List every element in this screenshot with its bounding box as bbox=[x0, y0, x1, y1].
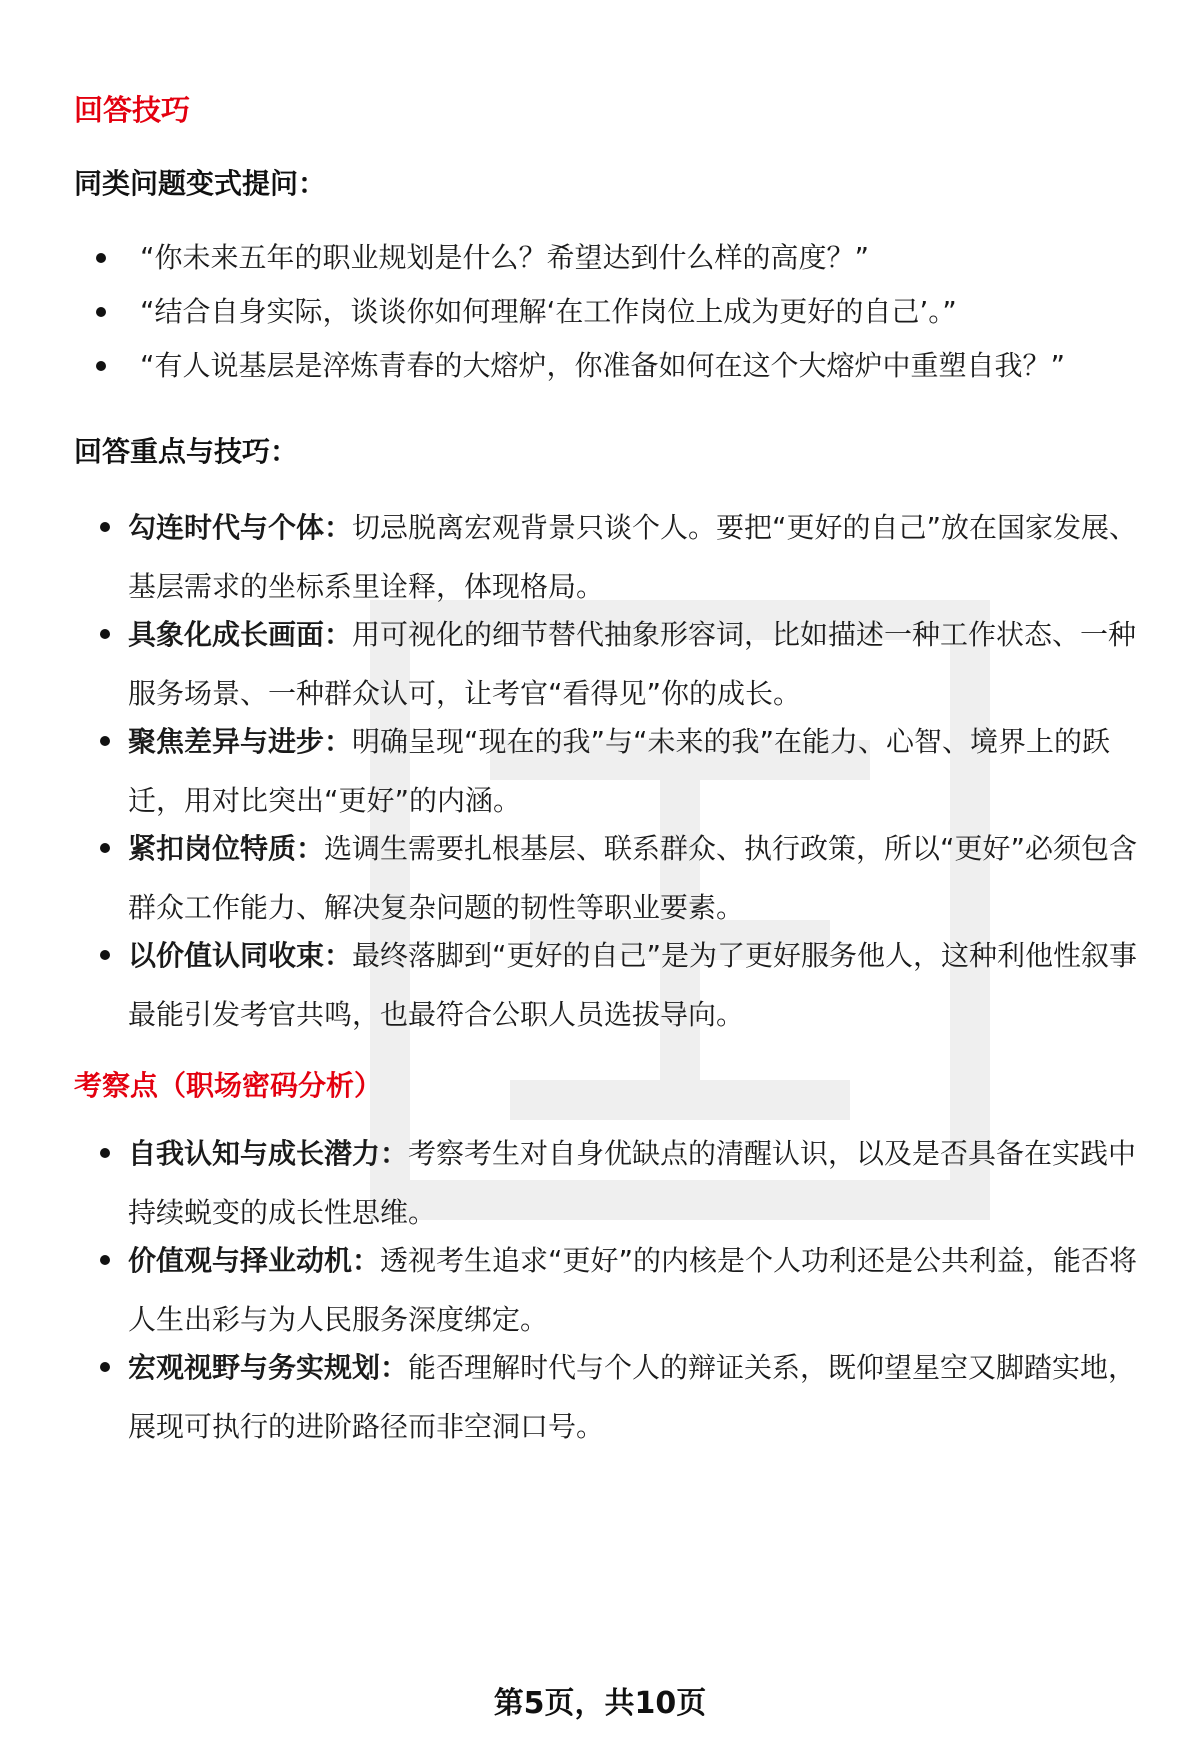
variants-heading: 同类问题变式提问： bbox=[74, 167, 327, 200]
bullet-icon bbox=[96, 307, 106, 317]
list-item: 以价值认同收束：最终落脚到“更好的自己”是为了更好服务他人，这种利他性叙事最能引发考官共鸣，也最符合公职人员选拔导向。 bbox=[100, 926, 1160, 1044]
list-item: 勾连时代与个体：切忌脱离宏观背景只谈个人。要把“更好的自己”放在国家发展、基层需求的坐标系里诠释，体现格局。 bbox=[100, 498, 1160, 616]
assessment-heading: 考察点（职场密码分析） bbox=[74, 1069, 383, 1102]
page-number: 第5页，共10页 bbox=[493, 1686, 707, 1721]
answer-tips-heading: 回答技巧 bbox=[74, 93, 191, 127]
bullet-icon bbox=[100, 1362, 110, 1372]
bullet-icon bbox=[100, 1148, 110, 1158]
list-item: 自我认知与成长潜力：考察考生对自身优缺点的清醒认识，以及是否具备在实践中持续蜕变的成长性思维。 bbox=[100, 1124, 1160, 1242]
list-item: 宏观视野与务实规划：能否理解时代与个人的辩证关系，既仰望星空又脚踏实地，展现可执行的进阶路径而非空洞口号。 bbox=[100, 1338, 1160, 1456]
bullet-icon bbox=[100, 1255, 110, 1265]
document-page: 回答技巧 同类问题变式提问： “你未来五年的职业规划是什么？希望达到什么样的高度？” “结合自身实际，谈谈你如何理解‘在工作岗位上成为更好的自己’。” “有人说基层是淬炼青春的大熔炉，你准备如何在这个大熔炉中重塑自我？” 回答重点与技巧： 勾连时代与个体：切忌脱离宏观背景只谈个人。要把“更好的自己”放在国家发展、基层需求的坐标系里诠释，体现格局。 具象化成长画面：用可视化的细节替代抽象形容词，比如描述一种工作状态、一种服务场景、一种群众认可，让考官“看得见”你的成长。 聚焦差异与进步：明确呈现“现在的我”与“未来的我”在能力、心智、境界上的跃迁，用对比突出“更好”的内涵。 紧扣岗位特质：选调生需要扎根基层、联系群众、执行政策，所以“更好”必须包含群众工作能力、解决复杂问题的韧性等职业要素。 以价值认同收束：最终落脚到“更好的自己”是为了更好服务他人，这种利他性叙事最能引发考官共鸣，也最符合公职人员选拔导向。 考察点（职场密码分析） 自我认知与成长潜力：考察考生对自身优缺点的清醒认识，以及是否具备在实践中持续蜕变的成长性思维。 价值观与择业动机：透视考生追求“更好”的内核是个人功利还是公共利益，能否将人生出彩与为人民服务深度绑定。 宏观视野与务实规划：能否理解时代与个人的辩证关系，既仰望星空又脚踏实地，展现可执行的进阶路径而非空洞口号。 第5页，共10页 bbox=[0, 0, 1200, 1755]
bullet-icon bbox=[100, 736, 110, 746]
list-item: 紧扣岗位特质：选调生需要扎根基层、联系群众、执行政策，所以“更好”必须包含群众工作能力、解决复杂问题的韧性等职业要素。 bbox=[100, 819, 1160, 937]
list-item: 具象化成长画面：用可视化的细节替代抽象形容词，比如描述一种工作状态、一种服务场景、一种群众认可，让考官“看得见”你的成长。 bbox=[100, 605, 1160, 723]
list-item: 聚焦差异与进步：明确呈现“现在的我”与“未来的我”在能力、心智、境界上的跃迁，用对比突出“更好”的内涵。 bbox=[100, 712, 1160, 830]
key-points-heading: 回答重点与技巧： bbox=[74, 435, 299, 468]
bullet-icon bbox=[96, 361, 106, 371]
bullet-icon bbox=[100, 843, 110, 853]
bullet-icon bbox=[100, 522, 110, 532]
bullet-icon bbox=[96, 253, 106, 263]
list-item: 价值观与择业动机：透视考生追求“更好”的内核是个人功利还是公共利益，能否将人生出彩与为人民服务深度绑定。 bbox=[100, 1231, 1160, 1349]
bullet-icon bbox=[100, 950, 110, 960]
bullet-icon bbox=[100, 629, 110, 639]
